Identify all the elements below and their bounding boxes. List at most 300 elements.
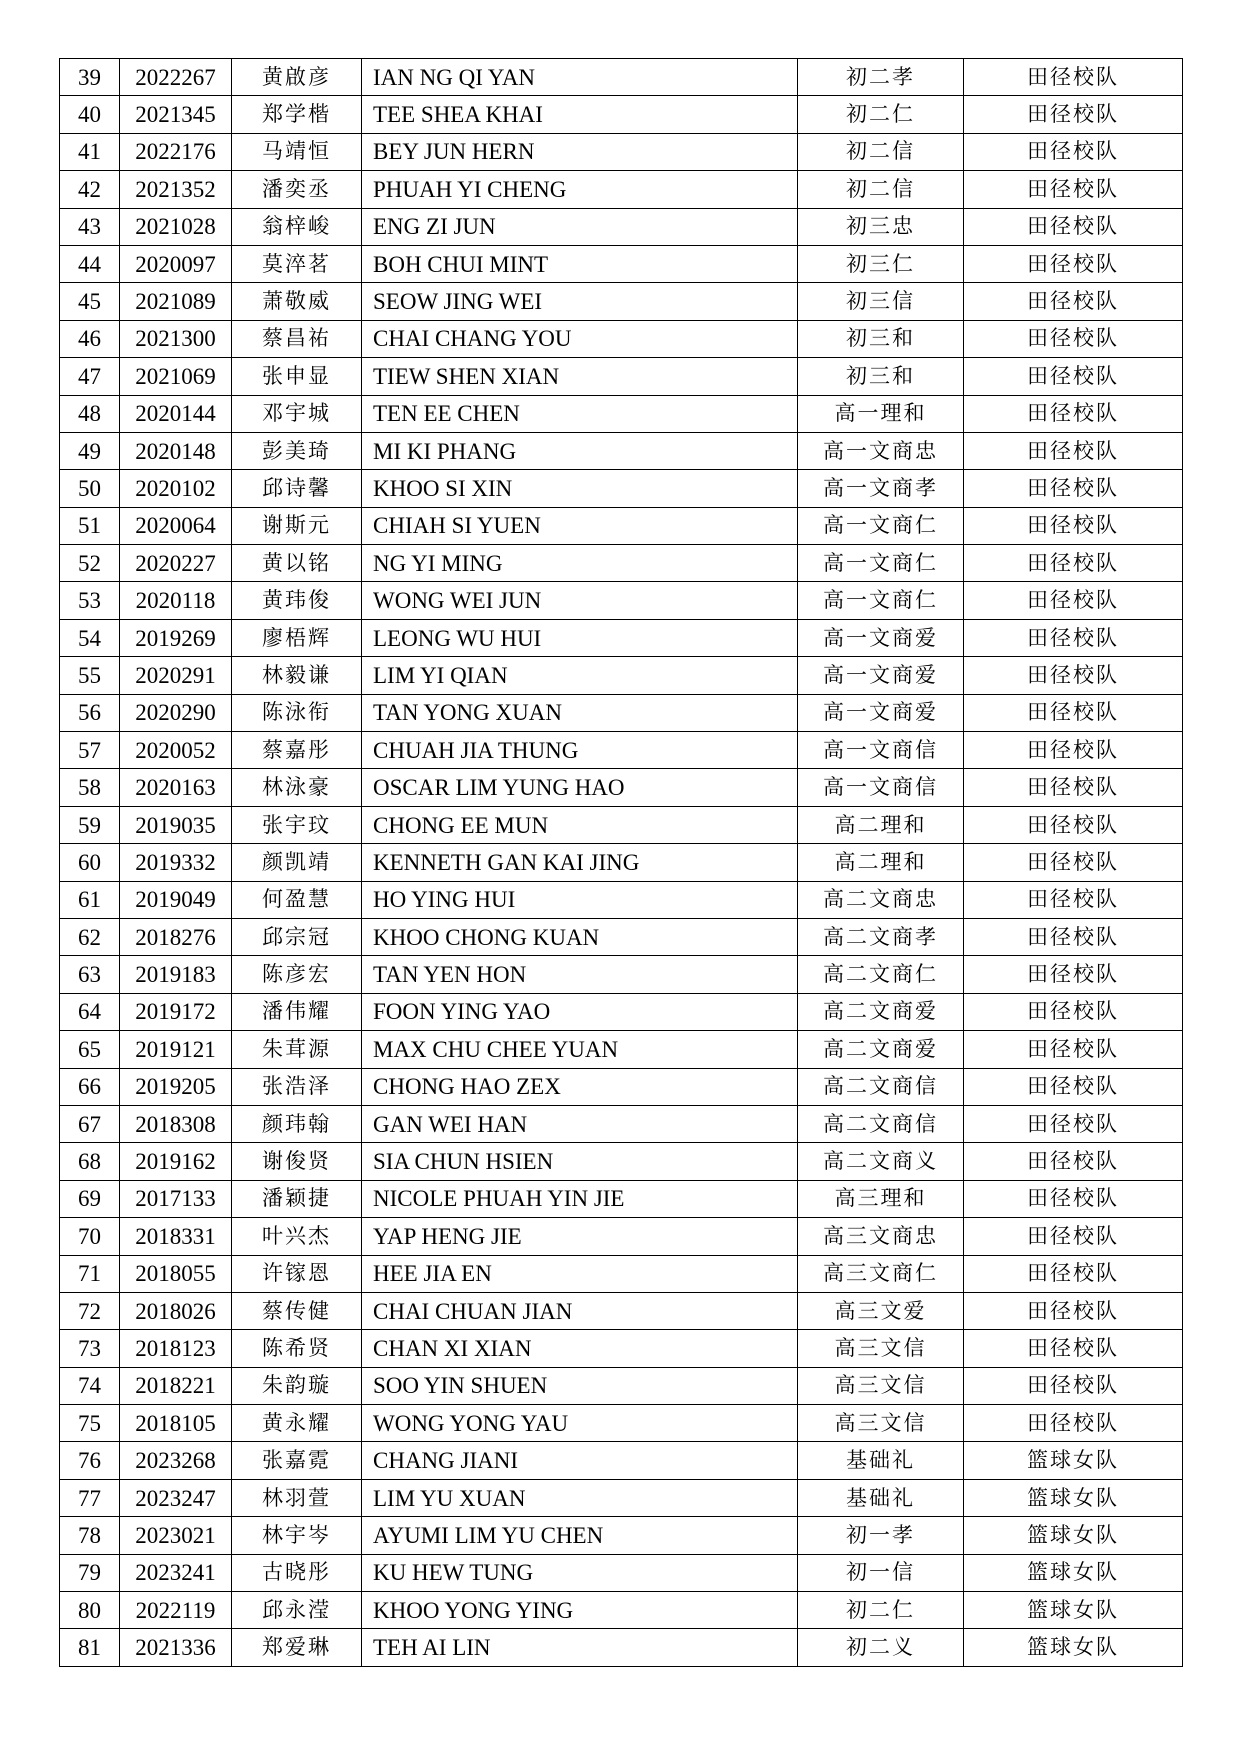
class-name: 高二文商孝 [798,918,964,955]
english-name: TEH AI LIN [362,1629,798,1666]
student-id: 2020064 [120,507,232,544]
row-number: 41 [60,133,120,170]
team-name: 篮球女队 [964,1554,1183,1591]
student-id: 2020290 [120,694,232,731]
row-number: 40 [60,96,120,133]
team-name: 田径校队 [964,918,1183,955]
table-row [60,1031,1183,1068]
chinese-name: 黄玮俊 [232,582,362,619]
team-name: 田径校队 [964,358,1183,395]
row-number: 74 [60,1367,120,1404]
chinese-name: 陈希贤 [232,1330,362,1367]
row-number: 68 [60,1143,120,1180]
team-name: 田径校队 [964,133,1183,170]
student-id: 2019121 [120,1031,232,1068]
table-row [60,732,1183,769]
class-name: 高一文商爱 [798,657,964,694]
chinese-name: 郑爱琳 [232,1629,362,1666]
chinese-name: 蔡嘉彤 [232,732,362,769]
table-row [60,1405,1183,1442]
student-id: 2019035 [120,806,232,843]
student-id: 2020118 [120,582,232,619]
row-number: 57 [60,732,120,769]
row-number: 79 [60,1554,120,1591]
team-name: 田径校队 [964,619,1183,656]
team-name: 田径校队 [964,694,1183,731]
class-name: 初二仁 [798,1592,964,1629]
chinese-name: 蔡昌祐 [232,320,362,357]
table-row [60,96,1183,133]
team-name: 田径校队 [964,432,1183,469]
chinese-name: 许镓恩 [232,1255,362,1292]
student-id: 2018308 [120,1105,232,1142]
table-row [60,1292,1183,1329]
row-number: 75 [60,1405,120,1442]
english-name: CHAI CHUAN JIAN [362,1292,798,1329]
team-name: 田径校队 [964,582,1183,619]
row-number: 50 [60,470,120,507]
english-name: KHOO YONG YING [362,1592,798,1629]
class-name: 初二孝 [798,59,964,96]
english-name: TIEW SHEN XIAN [362,358,798,395]
row-number: 43 [60,208,120,245]
table-row [60,545,1183,582]
team-name: 田径校队 [964,96,1183,133]
table-row [60,694,1183,731]
student-id: 2017133 [120,1180,232,1217]
class-name: 高一文商信 [798,732,964,769]
team-name: 田径校队 [964,769,1183,806]
chinese-name: 张嘉霓 [232,1442,362,1479]
table-row [60,1554,1183,1591]
class-name: 初二义 [798,1629,964,1666]
chinese-name: 林毅谦 [232,657,362,694]
english-name: LEONG WU HUI [362,619,798,656]
row-number: 78 [60,1517,120,1554]
team-name: 田径校队 [964,208,1183,245]
class-name: 高三文商忠 [798,1218,964,1255]
table-row [60,806,1183,843]
chinese-name: 张浩泽 [232,1068,362,1105]
student-id: 2018276 [120,918,232,955]
table-row [60,507,1183,544]
class-name: 初二信 [798,171,964,208]
student-id: 2020291 [120,657,232,694]
table-row [60,283,1183,320]
class-name: 高二理和 [798,844,964,881]
table-row [60,1592,1183,1629]
class-name: 高一文商信 [798,769,964,806]
table-row [60,582,1183,619]
english-name: BOH CHUI MINT [362,245,798,282]
chinese-name: 邱永滢 [232,1592,362,1629]
table-row [60,208,1183,245]
table-row [60,1218,1183,1255]
table-row [60,1629,1183,1666]
chinese-name: 林羽萱 [232,1479,362,1516]
team-name: 田径校队 [964,59,1183,96]
english-name: LIM YI QIAN [362,657,798,694]
class-name: 基础礼 [798,1479,964,1516]
table-row [60,1517,1183,1554]
table-row [60,395,1183,432]
class-name: 初三仁 [798,245,964,282]
row-number: 62 [60,918,120,955]
student-id: 2023268 [120,1442,232,1479]
team-name: 田径校队 [964,171,1183,208]
table-row [60,1330,1183,1367]
team-name: 田径校队 [964,1068,1183,1105]
student-id: 2018055 [120,1255,232,1292]
english-name: PHUAH YI CHENG [362,171,798,208]
student-id: 2019049 [120,881,232,918]
english-name: TAN YEN HON [362,956,798,993]
chinese-name: 林泳豪 [232,769,362,806]
table-row [60,59,1183,96]
row-number: 46 [60,320,120,357]
row-number: 65 [60,1031,120,1068]
student-id: 2023241 [120,1554,232,1591]
chinese-name: 何盈慧 [232,881,362,918]
class-name: 初三和 [798,358,964,395]
student-id: 2018105 [120,1405,232,1442]
class-name: 初三信 [798,283,964,320]
row-number: 64 [60,993,120,1030]
table-row [60,245,1183,282]
student-id: 2021345 [120,96,232,133]
english-name: CHONG HAO ZEX [362,1068,798,1105]
chinese-name: 潘伟耀 [232,993,362,1030]
table-row [60,1180,1183,1217]
english-name: MI KI PHANG [362,432,798,469]
student-id: 2020148 [120,432,232,469]
team-name: 田径校队 [964,1367,1183,1404]
table-row [60,769,1183,806]
table-row [60,619,1183,656]
class-name: 高一文商仁 [798,582,964,619]
student-id: 2020144 [120,395,232,432]
chinese-name: 莫淬茗 [232,245,362,282]
class-name: 高二文商信 [798,1068,964,1105]
student-id: 2023021 [120,1517,232,1554]
student-id: 2021089 [120,283,232,320]
english-name: SOO YIN SHUEN [362,1367,798,1404]
class-name: 初三忠 [798,208,964,245]
english-name: CHAI CHANG YOU [362,320,798,357]
row-number: 58 [60,769,120,806]
table-body [60,59,1183,1667]
class-name: 高二文商忠 [798,881,964,918]
team-name: 田径校队 [964,470,1183,507]
student-id: 2022119 [120,1592,232,1629]
student-id: 2020163 [120,769,232,806]
table-row [60,320,1183,357]
english-name: AYUMI LIM YU CHEN [362,1517,798,1554]
class-name: 初一孝 [798,1517,964,1554]
student-id: 2023247 [120,1479,232,1516]
team-name: 田径校队 [964,1405,1183,1442]
team-name: 田径校队 [964,956,1183,993]
student-id: 2019269 [120,619,232,656]
row-number: 70 [60,1218,120,1255]
english-name: HEE JIA EN [362,1255,798,1292]
student-id: 2018331 [120,1218,232,1255]
chinese-name: 马靖恒 [232,133,362,170]
class-name: 初一信 [798,1554,964,1591]
english-name: ENG ZI JUN [362,208,798,245]
english-name: IAN NG QI YAN [362,59,798,96]
english-name: KHOO SI XIN [362,470,798,507]
row-number: 39 [60,59,120,96]
class-name: 高三文信 [798,1405,964,1442]
student-id: 2020227 [120,545,232,582]
row-number: 67 [60,1105,120,1142]
table-row [60,1479,1183,1516]
student-id: 2022267 [120,59,232,96]
chinese-name: 古晓彤 [232,1554,362,1591]
english-name: BEY JUN HERN [362,133,798,170]
english-name: NG YI MING [362,545,798,582]
class-name: 高一文商爱 [798,619,964,656]
row-number: 42 [60,171,120,208]
table-row [60,956,1183,993]
row-number: 52 [60,545,120,582]
class-name: 高三文爱 [798,1292,964,1329]
row-number: 56 [60,694,120,731]
team-name: 田径校队 [964,320,1183,357]
english-name: WONG YONG YAU [362,1405,798,1442]
table-row [60,432,1183,469]
class-name: 高一文商爱 [798,694,964,731]
team-name: 田径校队 [964,993,1183,1030]
student-id: 2021352 [120,171,232,208]
row-number: 51 [60,507,120,544]
class-name: 初三和 [798,320,964,357]
team-name: 篮球女队 [964,1479,1183,1516]
team-name: 篮球女队 [964,1629,1183,1666]
english-name: KHOO CHONG KUAN [362,918,798,955]
team-name: 田径校队 [964,1255,1183,1292]
chinese-name: 黄啟彦 [232,59,362,96]
chinese-name: 林宇岑 [232,1517,362,1554]
row-number: 69 [60,1180,120,1217]
row-number: 59 [60,806,120,843]
team-name: 田径校队 [964,1330,1183,1367]
chinese-name: 邱宗冠 [232,918,362,955]
team-name: 田径校队 [964,732,1183,769]
class-name: 高三文信 [798,1330,964,1367]
student-id: 2020052 [120,732,232,769]
student-id: 2021028 [120,208,232,245]
table-row [60,1255,1183,1292]
english-name: NICOLE PHUAH YIN JIE [362,1180,798,1217]
english-name: GAN WEI HAN [362,1105,798,1142]
english-name: TEN EE CHEN [362,395,798,432]
table-row [60,1105,1183,1142]
class-name: 高三文商仁 [798,1255,964,1292]
english-name: HO YING HUI [362,881,798,918]
class-name: 高一文商仁 [798,507,964,544]
chinese-name: 潘奕丞 [232,171,362,208]
row-number: 63 [60,956,120,993]
class-name: 高一文商忠 [798,432,964,469]
student-id: 2020097 [120,245,232,282]
class-name: 初二仁 [798,96,964,133]
student-list-page [59,58,1182,1667]
student-id: 2020102 [120,470,232,507]
row-number: 61 [60,881,120,918]
chinese-name: 邓宇城 [232,395,362,432]
team-name: 篮球女队 [964,1592,1183,1629]
english-name: CHAN XI XIAN [362,1330,798,1367]
table-row [60,844,1183,881]
row-number: 80 [60,1592,120,1629]
row-number: 48 [60,395,120,432]
row-number: 77 [60,1479,120,1516]
chinese-name: 陈泳衔 [232,694,362,731]
class-name: 高二文商义 [798,1143,964,1180]
team-name: 田径校队 [964,395,1183,432]
team-name: 田径校队 [964,1292,1183,1329]
team-name: 田径校队 [964,507,1183,544]
team-name: 田径校队 [964,657,1183,694]
table-row [60,918,1183,955]
english-name: KU HEW TUNG [362,1554,798,1591]
row-number: 49 [60,432,120,469]
english-name: OSCAR LIM YUNG HAO [362,769,798,806]
table-row [60,1367,1183,1404]
table-row [60,657,1183,694]
chinese-name: 朱韵璇 [232,1367,362,1404]
chinese-name: 张申显 [232,358,362,395]
table-row [60,881,1183,918]
chinese-name: 颜凯靖 [232,844,362,881]
team-name: 篮球女队 [964,1442,1183,1479]
chinese-name: 谢俊贤 [232,1143,362,1180]
student-id: 2021069 [120,358,232,395]
table-row [60,1442,1183,1479]
class-name: 高三文信 [798,1367,964,1404]
class-name: 高二理和 [798,806,964,843]
class-name: 高三理和 [798,1180,964,1217]
student-id: 2019332 [120,844,232,881]
chinese-name: 颜玮翰 [232,1105,362,1142]
chinese-name: 邱诗馨 [232,470,362,507]
class-name: 高二文商信 [798,1105,964,1142]
chinese-name: 谢斯元 [232,507,362,544]
table-row [60,470,1183,507]
team-name: 田径校队 [964,245,1183,282]
class-name: 高一文商仁 [798,545,964,582]
chinese-name: 蔡传健 [232,1292,362,1329]
english-name: CHIAH SI YUEN [362,507,798,544]
team-name: 田径校队 [964,1218,1183,1255]
table-row [60,1068,1183,1105]
english-name: MAX CHU CHEE YUAN [362,1031,798,1068]
class-name: 基础礼 [798,1442,964,1479]
row-number: 71 [60,1255,120,1292]
class-name: 高二文商爱 [798,993,964,1030]
english-name: WONG WEI JUN [362,582,798,619]
table-row [60,358,1183,395]
student-table [59,58,1183,1667]
team-name: 田径校队 [964,1143,1183,1180]
chinese-name: 黄以铭 [232,545,362,582]
row-number: 73 [60,1330,120,1367]
english-name: SIA CHUN HSIEN [362,1143,798,1180]
row-number: 72 [60,1292,120,1329]
student-id: 2018026 [120,1292,232,1329]
chinese-name: 潘颖捷 [232,1180,362,1217]
table-row [60,993,1183,1030]
english-name: LIM YU XUAN [362,1479,798,1516]
chinese-name: 朱茸源 [232,1031,362,1068]
row-number: 55 [60,657,120,694]
student-id: 2019172 [120,993,232,1030]
chinese-name: 张宇玟 [232,806,362,843]
english-name: TAN YONG XUAN [362,694,798,731]
english-name: CHANG JIANI [362,1442,798,1479]
class-name: 高一理和 [798,395,964,432]
english-name: SEOW JING WEI [362,283,798,320]
team-name: 田径校队 [964,1031,1183,1068]
english-name: KENNETH GAN KAI JING [362,844,798,881]
student-id: 2021300 [120,320,232,357]
english-name: FOON YING YAO [362,993,798,1030]
student-id: 2021336 [120,1629,232,1666]
team-name: 田径校队 [964,545,1183,582]
team-name: 田径校队 [964,881,1183,918]
table-row [60,171,1183,208]
chinese-name: 黄永耀 [232,1405,362,1442]
team-name: 田径校队 [964,1105,1183,1142]
team-name: 田径校队 [964,844,1183,881]
row-number: 45 [60,283,120,320]
chinese-name: 叶兴杰 [232,1218,362,1255]
student-id: 2022176 [120,133,232,170]
chinese-name: 萧敬威 [232,283,362,320]
team-name: 田径校队 [964,1180,1183,1217]
class-name: 高一文商孝 [798,470,964,507]
student-id: 2019183 [120,956,232,993]
row-number: 60 [60,844,120,881]
row-number: 54 [60,619,120,656]
team-name: 田径校队 [964,806,1183,843]
chinese-name: 陈彦宏 [232,956,362,993]
student-id: 2018221 [120,1367,232,1404]
row-number: 81 [60,1629,120,1666]
row-number: 53 [60,582,120,619]
class-name: 高二文商爱 [798,1031,964,1068]
english-name: YAP HENG JIE [362,1218,798,1255]
english-name: CHUAH JIA THUNG [362,732,798,769]
row-number: 66 [60,1068,120,1105]
class-name: 高二文商仁 [798,956,964,993]
student-id: 2018123 [120,1330,232,1367]
row-number: 76 [60,1442,120,1479]
row-number: 47 [60,358,120,395]
class-name: 初二信 [798,133,964,170]
team-name: 篮球女队 [964,1517,1183,1554]
chinese-name: 廖梧辉 [232,619,362,656]
student-id: 2019205 [120,1068,232,1105]
chinese-name: 郑学楷 [232,96,362,133]
table-row [60,133,1183,170]
team-name: 田径校队 [964,283,1183,320]
student-id: 2019162 [120,1143,232,1180]
chinese-name: 翁梓峻 [232,208,362,245]
chinese-name: 彭美琦 [232,432,362,469]
